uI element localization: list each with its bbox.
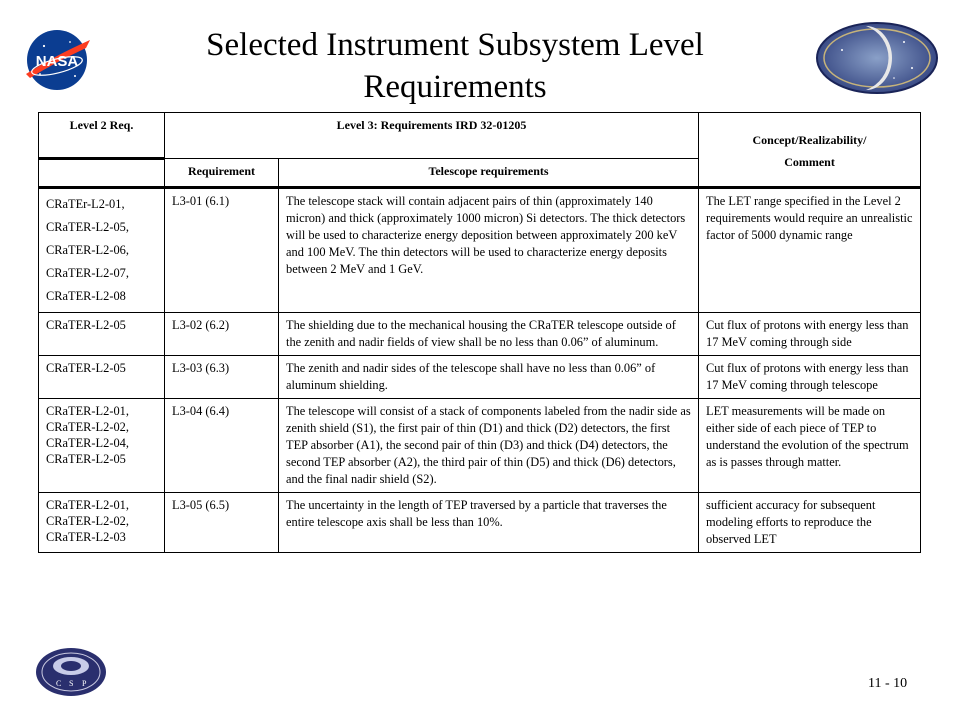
cell-comment: sufficient accuracy for subsequent modeling efforts to reproduce the observed LET bbox=[699, 493, 921, 553]
table-row bbox=[39, 356, 921, 399]
cell-level2 bbox=[39, 356, 165, 399]
level2-id: CRaTER-L2-04, bbox=[46, 436, 129, 450]
header-requirement: Requirement bbox=[165, 159, 279, 188]
cell-comment: Cut flux of protons with energy less than 17 MeV coming through telescope bbox=[699, 356, 921, 399]
cell-level2 bbox=[39, 313, 165, 356]
level2-id: CRaTER-L2-02, bbox=[46, 514, 129, 528]
level2-id: CRaTER-L2-05, bbox=[46, 220, 129, 234]
nasa-logo-icon bbox=[20, 26, 94, 94]
csp-letter: C bbox=[56, 679, 62, 688]
header-level2-spacer bbox=[39, 159, 165, 188]
table-row bbox=[39, 493, 921, 553]
level2-id: CRaTER-L2-05 bbox=[46, 318, 126, 332]
cell-telescope: The telescope stack will contain adjacent pairs of thin (approximately 140 micron) and thick (approximately 1000 micron) Si detectors. The thick detectors will be used to characterize energy deposition between approximately 200 keV and 100 MeV. The thin detectors will be used to characterize energy deposits between 2 MeV and 1 GeV. bbox=[279, 188, 699, 313]
level2-id: CRaTER-L2-06, bbox=[46, 243, 129, 257]
header-level3: Level 3: Requirements IRD 32-01205 bbox=[165, 113, 699, 159]
csp-letter: S bbox=[69, 679, 74, 688]
level2-id: CRaTEr-L2-01, bbox=[46, 197, 125, 211]
cell-level2 bbox=[39, 399, 165, 493]
nasa-logo-text: NASA bbox=[35, 53, 79, 70]
cell-telescope: The telescope will consist of a stack of components labeled from the nadir side as zenith shield (S1), the first pair of thin (D1) and thick (D2) detectors, the first TEP absorber (A1), the second pair of thin (D3) and thick (D4) detectors, the second TEP absorber (A2), the third pair of thin (D5) and thick (D6) detectors, and the final nadir shield (S2). bbox=[279, 399, 699, 493]
level2-id: CRaTER-L2-01, bbox=[46, 404, 129, 418]
requirements-table bbox=[38, 112, 921, 553]
cell-telescope: The shielding due to the mechanical housing the CRaTER telescope outside of the zenith and nadir fields of view shall be no less than 0.06” of aluminum. bbox=[279, 313, 699, 356]
level2-id: CRaTER-L2-07, bbox=[46, 266, 129, 280]
table-row bbox=[39, 313, 921, 356]
header-telescope: Telescope requirements bbox=[279, 159, 699, 188]
cell-comment: LET measurements will be made on either side of each piece of TEP to understand the evolution of the spectrum as is passes through matter. bbox=[699, 399, 921, 493]
cell-requirement: L3-01 (6.1) bbox=[165, 188, 279, 313]
level2-id: CRaTER-L2-05 bbox=[46, 452, 126, 466]
page-number: 11 - 10 bbox=[868, 676, 908, 691]
cell-telescope: The uncertainty in the length of TEP traversed by a particle that traverses the entire telescope axis shall be less than 10%. bbox=[279, 493, 699, 553]
cell-requirement: L3-04 (6.4) bbox=[165, 399, 279, 493]
cell-comment: Cut flux of protons with energy less than 17 MeV coming through side bbox=[699, 313, 921, 356]
cell-level2 bbox=[39, 188, 165, 313]
cell-requirement: L3-03 (6.3) bbox=[165, 356, 279, 399]
cell-requirement: L3-02 (6.2) bbox=[165, 313, 279, 356]
lunar-mission-logo-icon bbox=[814, 20, 940, 96]
level2-id: CRaTER-L2-08 bbox=[46, 289, 126, 303]
header-concept-line1: Concept/Realizability/ bbox=[752, 132, 867, 147]
csp-logo-icon bbox=[34, 646, 108, 698]
level2-id: CRaTER-L2-02, bbox=[46, 420, 129, 434]
level2-id: CRaTER-L2-03 bbox=[46, 530, 126, 544]
header-concept-line2: Comment bbox=[784, 154, 835, 169]
cell-requirement: L3-05 (6.5) bbox=[165, 493, 279, 553]
header-level2: Level 2 Req. bbox=[39, 113, 165, 159]
header-concept bbox=[699, 113, 921, 188]
cell-level2 bbox=[39, 493, 165, 553]
slide-title: Selected Instrument Subsystem Level Requirements bbox=[206, 27, 704, 105]
csp-letter: P bbox=[82, 679, 87, 688]
table-row bbox=[39, 188, 921, 313]
level2-id: CRaTER-L2-05 bbox=[46, 361, 126, 375]
level2-id: CRaTER-L2-01, bbox=[46, 498, 129, 512]
cell-telescope: The zenith and nadir sides of the telescope shall have no less than 0.06” of aluminum shielding. bbox=[279, 356, 699, 399]
cell-comment: The LET range specified in the Level 2 requirements would require an unrealistic factor of 5000 dynamic range bbox=[699, 188, 921, 313]
table-row bbox=[39, 399, 921, 493]
